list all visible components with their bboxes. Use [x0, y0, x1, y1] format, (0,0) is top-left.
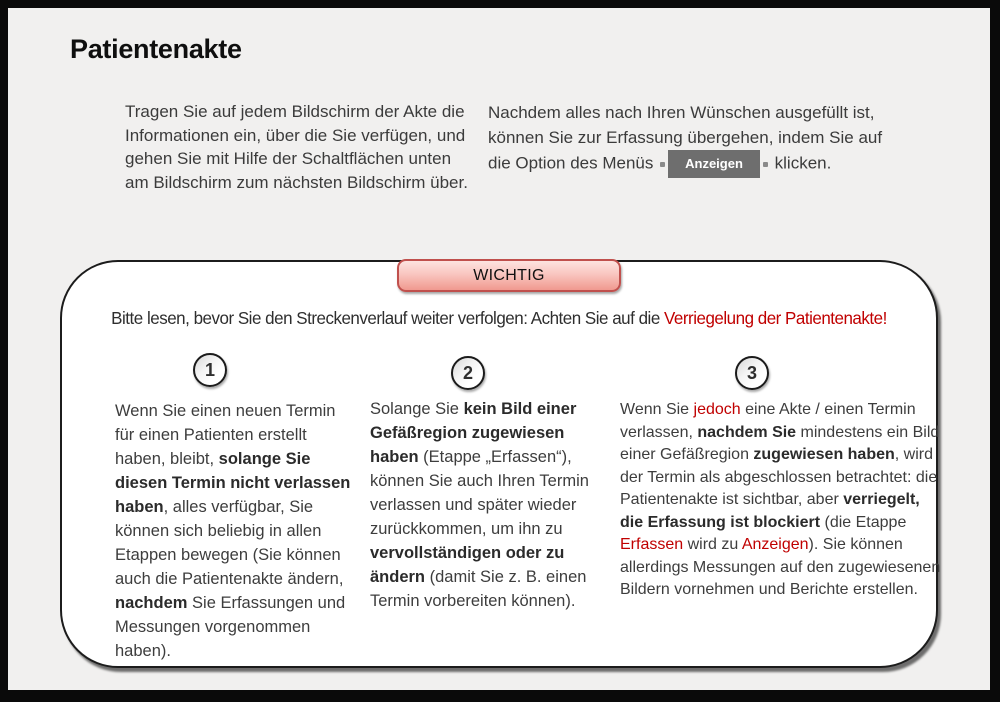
intro-right-text-after: klicken. [774, 153, 832, 173]
step-number-1: 1 [204, 359, 215, 380]
step-number-3: 3 [746, 362, 757, 383]
selection-handle-dot-right [763, 162, 768, 167]
step-number-circle-3 [735, 356, 769, 390]
intro-right-text-before: Nachdem alles nach Ihren Wünschen ausgefüllt ist, können Sie zur Erfassung übergehen, indem Sie auf die Option des Menüs [488, 103, 883, 173]
page-title: Patientenakte [70, 34, 242, 64]
important-box [60, 260, 941, 668]
step-number-circle-2 [451, 356, 485, 390]
step-number-2: 2 [462, 362, 473, 383]
column-3-text: Wenn Sie jedoch eine Akte / einen Termin verlassen, nachdem Sie mindestens ein Bild einer Gefäßregion zugewiesen haben, wird der Termin als abgeschlossen betrachtet: die Patientenakte ist sichtbar, aber verriegelt, die Erfassung ist blockiert (die Etappe Erfassen wird zu Anzeigen). Sie können allerdings Messungen auf den zugewiesenen Bildern vornehmen und Berichte erstellen. [620, 401, 941, 598]
intro-left-paragraph: Tragen Sie auf jedem Bildschirm der Akte die Informationen ein, über die Sie verfügen, und gehen Sie mit Hilfe der Schaltflächen unten am Bildschirm zum nächsten Bildschirm über. [125, 102, 468, 192]
slide [8, 8, 990, 690]
wichtig-badge: WICHTIG [397, 259, 621, 292]
warning-line: Bitte lesen, bevor Sie den Streckenverlauf weiter verfolgen: Achten Sie auf die Verriegelung der Patientenakte! [111, 308, 887, 328]
intro-right-paragraph [488, 100, 890, 178]
step-number-circle-1 [193, 353, 227, 387]
selection-handle-dot-left [660, 162, 665, 167]
column-1-text: Wenn Sie einen neuen Termin für einen Patienten erstellt haben, bleibt, solange Sie diesen Termin nicht verlassen haben, alles verfügbar, Sie können sich beliebig in allen Etappen bewegen (Sie können auch die Patientenakte ändern, nachdem Sie Erfassungen und Messungen vorgenommen haben). [115, 402, 351, 660]
column-2-text: Solange Sie kein Bild einer Gefäßregion zugewiesen haben (Etappe „Erfassen“), können Sie auch Ihren Termin verlassen und später wieder zurückkommen, um ihn zu vervollständigen oder zu ändern (damit Sie z. B. einen Termin vorbereiten können). [370, 400, 589, 610]
anzeigen-menu-button[interactable]: Anzeigen [668, 150, 760, 178]
